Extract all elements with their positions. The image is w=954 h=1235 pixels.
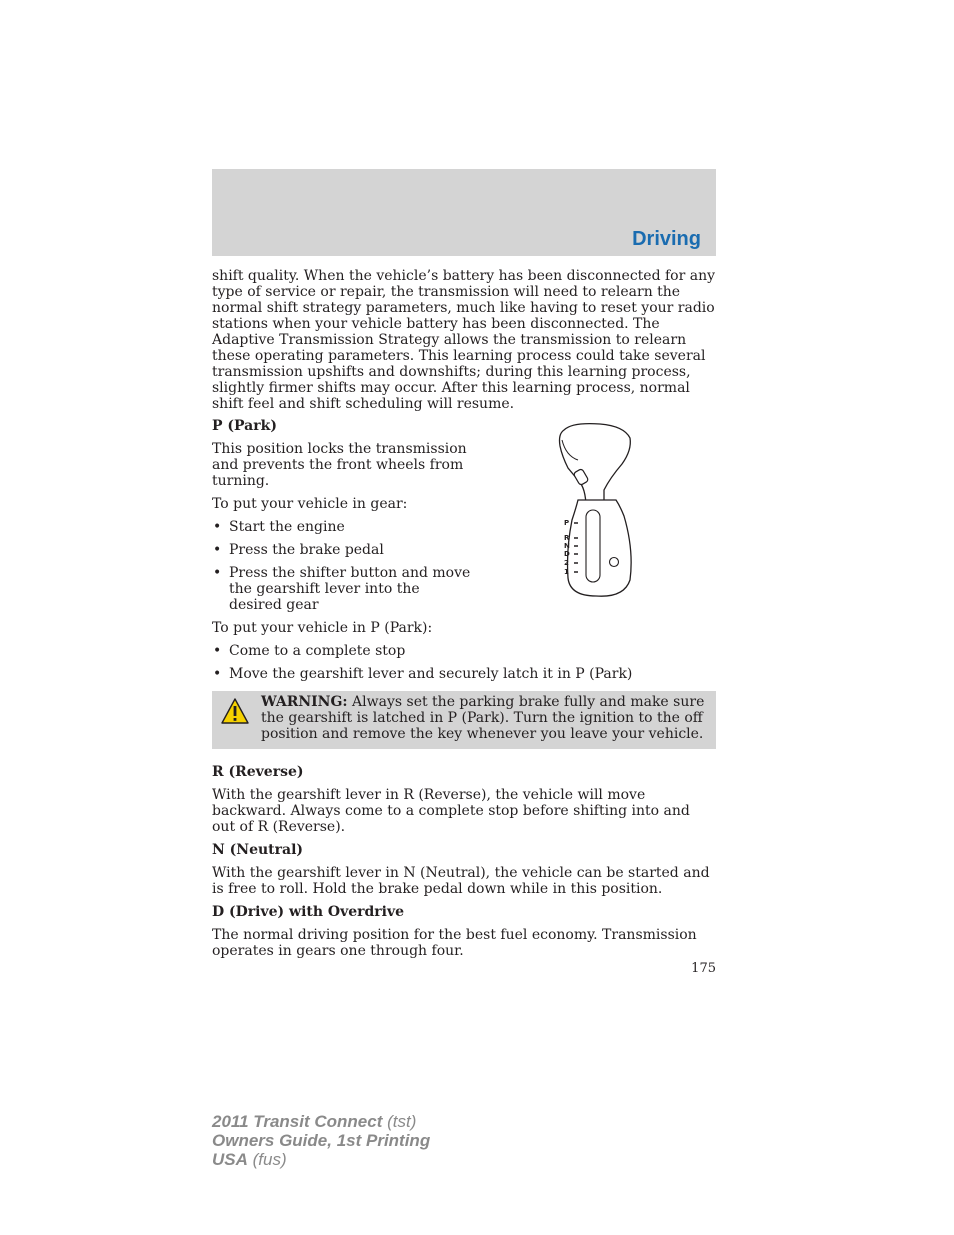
in-gear-steps	[212, 519, 474, 613]
section-title: Driving	[632, 228, 701, 250]
bullet-icon: •	[213, 643, 222, 659]
gearshift-illustration	[548, 420, 658, 600]
footer-model: 2011 Transit Connect	[212, 1112, 383, 1131]
warning-text	[218, 694, 708, 742]
shifter-knob	[560, 424, 631, 508]
overdrive-button-icon	[610, 558, 619, 567]
list-item	[212, 643, 716, 659]
park-heading: P (Park)	[212, 418, 277, 434]
page-number: 175	[691, 961, 716, 976]
list-item	[212, 519, 474, 535]
neutral-heading: N (Neutral)	[212, 842, 304, 858]
footer-line-1	[212, 1112, 430, 1131]
drive-text: The normal driving position for the best fuel economy. Transmission operates in gears one through four.	[212, 927, 697, 959]
list-item-text: Move the gearshift lever and securely latch it in P (Park)	[229, 666, 633, 682]
gear-label-1: 1	[564, 568, 569, 576]
warning-label: WARNING:	[261, 694, 348, 710]
to-park-steps	[212, 643, 716, 682]
gear-label-p: P	[564, 519, 570, 527]
list-item	[212, 565, 474, 613]
footer-line-3	[212, 1150, 430, 1169]
footer-edition: Owners Guide, 1st Printing	[212, 1131, 431, 1150]
warning-triangle-icon	[220, 697, 250, 725]
list-item-text: Press the brake pedal	[229, 542, 384, 558]
gear-label-n: N	[564, 542, 570, 550]
list-item-text: Start the engine	[229, 519, 345, 535]
reverse-heading: R (Reverse)	[212, 764, 304, 780]
gear-label-d: D	[564, 550, 570, 558]
page-content	[212, 268, 716, 966]
warning-box	[212, 691, 716, 749]
bullet-icon: •	[213, 542, 222, 558]
section-header-band	[212, 169, 716, 256]
park-text-column	[212, 441, 474, 613]
document-footer	[212, 1112, 430, 1169]
list-item	[212, 666, 716, 682]
list-item	[212, 542, 474, 558]
gear-label-r: R	[564, 534, 570, 542]
footer-line-2	[212, 1131, 430, 1150]
shifter-gate-slot	[586, 510, 600, 582]
drive-heading: D (Drive) with Overdrive	[212, 904, 405, 920]
park-description: This position locks the transmission and prevents the front wheels from turning.	[212, 441, 467, 489]
park-section	[212, 418, 716, 682]
footer-model-code: (tst)	[387, 1112, 417, 1131]
intro-paragraph: shift quality. When the vehicle’s battery has been disconnected for any type of service or repair, the transmission will need to relearn the normal shift strategy parameters, much like having to reset your radio stations when your vehicle battery has been disconnected. The Adaptive Transmission Strategy allows the transmission to relearn these operating parameters. This learning process could take several transmission upshifts and downshifts; during this learning process, slightly firmer shifts may occur. After this learning process, normal shift feel and shift scheduling will resume.	[212, 268, 716, 412]
neutral-text: With the gearshift lever in N (Neutral), the vehicle can be started and is free to roll. Hold the brake pedal down while in this position.	[212, 865, 710, 897]
in-gear-intro: To put your vehicle in gear:	[212, 496, 408, 512]
warning-body: Always set the parking brake fully and make sure the gearshift is latched in P (Park). Turn the ignition to the off position and remove the key whenever you leave your vehicle.	[261, 694, 705, 742]
footer-market-code: (fus)	[252, 1150, 287, 1169]
bullet-icon: •	[213, 666, 222, 682]
gear-label-2: 2	[564, 559, 569, 567]
list-item-text: Press the shifter button and move the gearshift lever into the desired gear	[229, 565, 471, 613]
to-park-intro: To put your vehicle in P (Park):	[212, 620, 433, 636]
bullet-icon: •	[213, 519, 222, 535]
footer-market: USA	[212, 1150, 248, 1169]
bullet-icon: •	[213, 565, 222, 581]
reverse-text: With the gearshift lever in R (Reverse), the vehicle will move backward. Always come to a complete stop before shifting into and out of R (Reverse).	[212, 787, 690, 835]
list-item-text: Come to a complete stop	[229, 643, 406, 659]
